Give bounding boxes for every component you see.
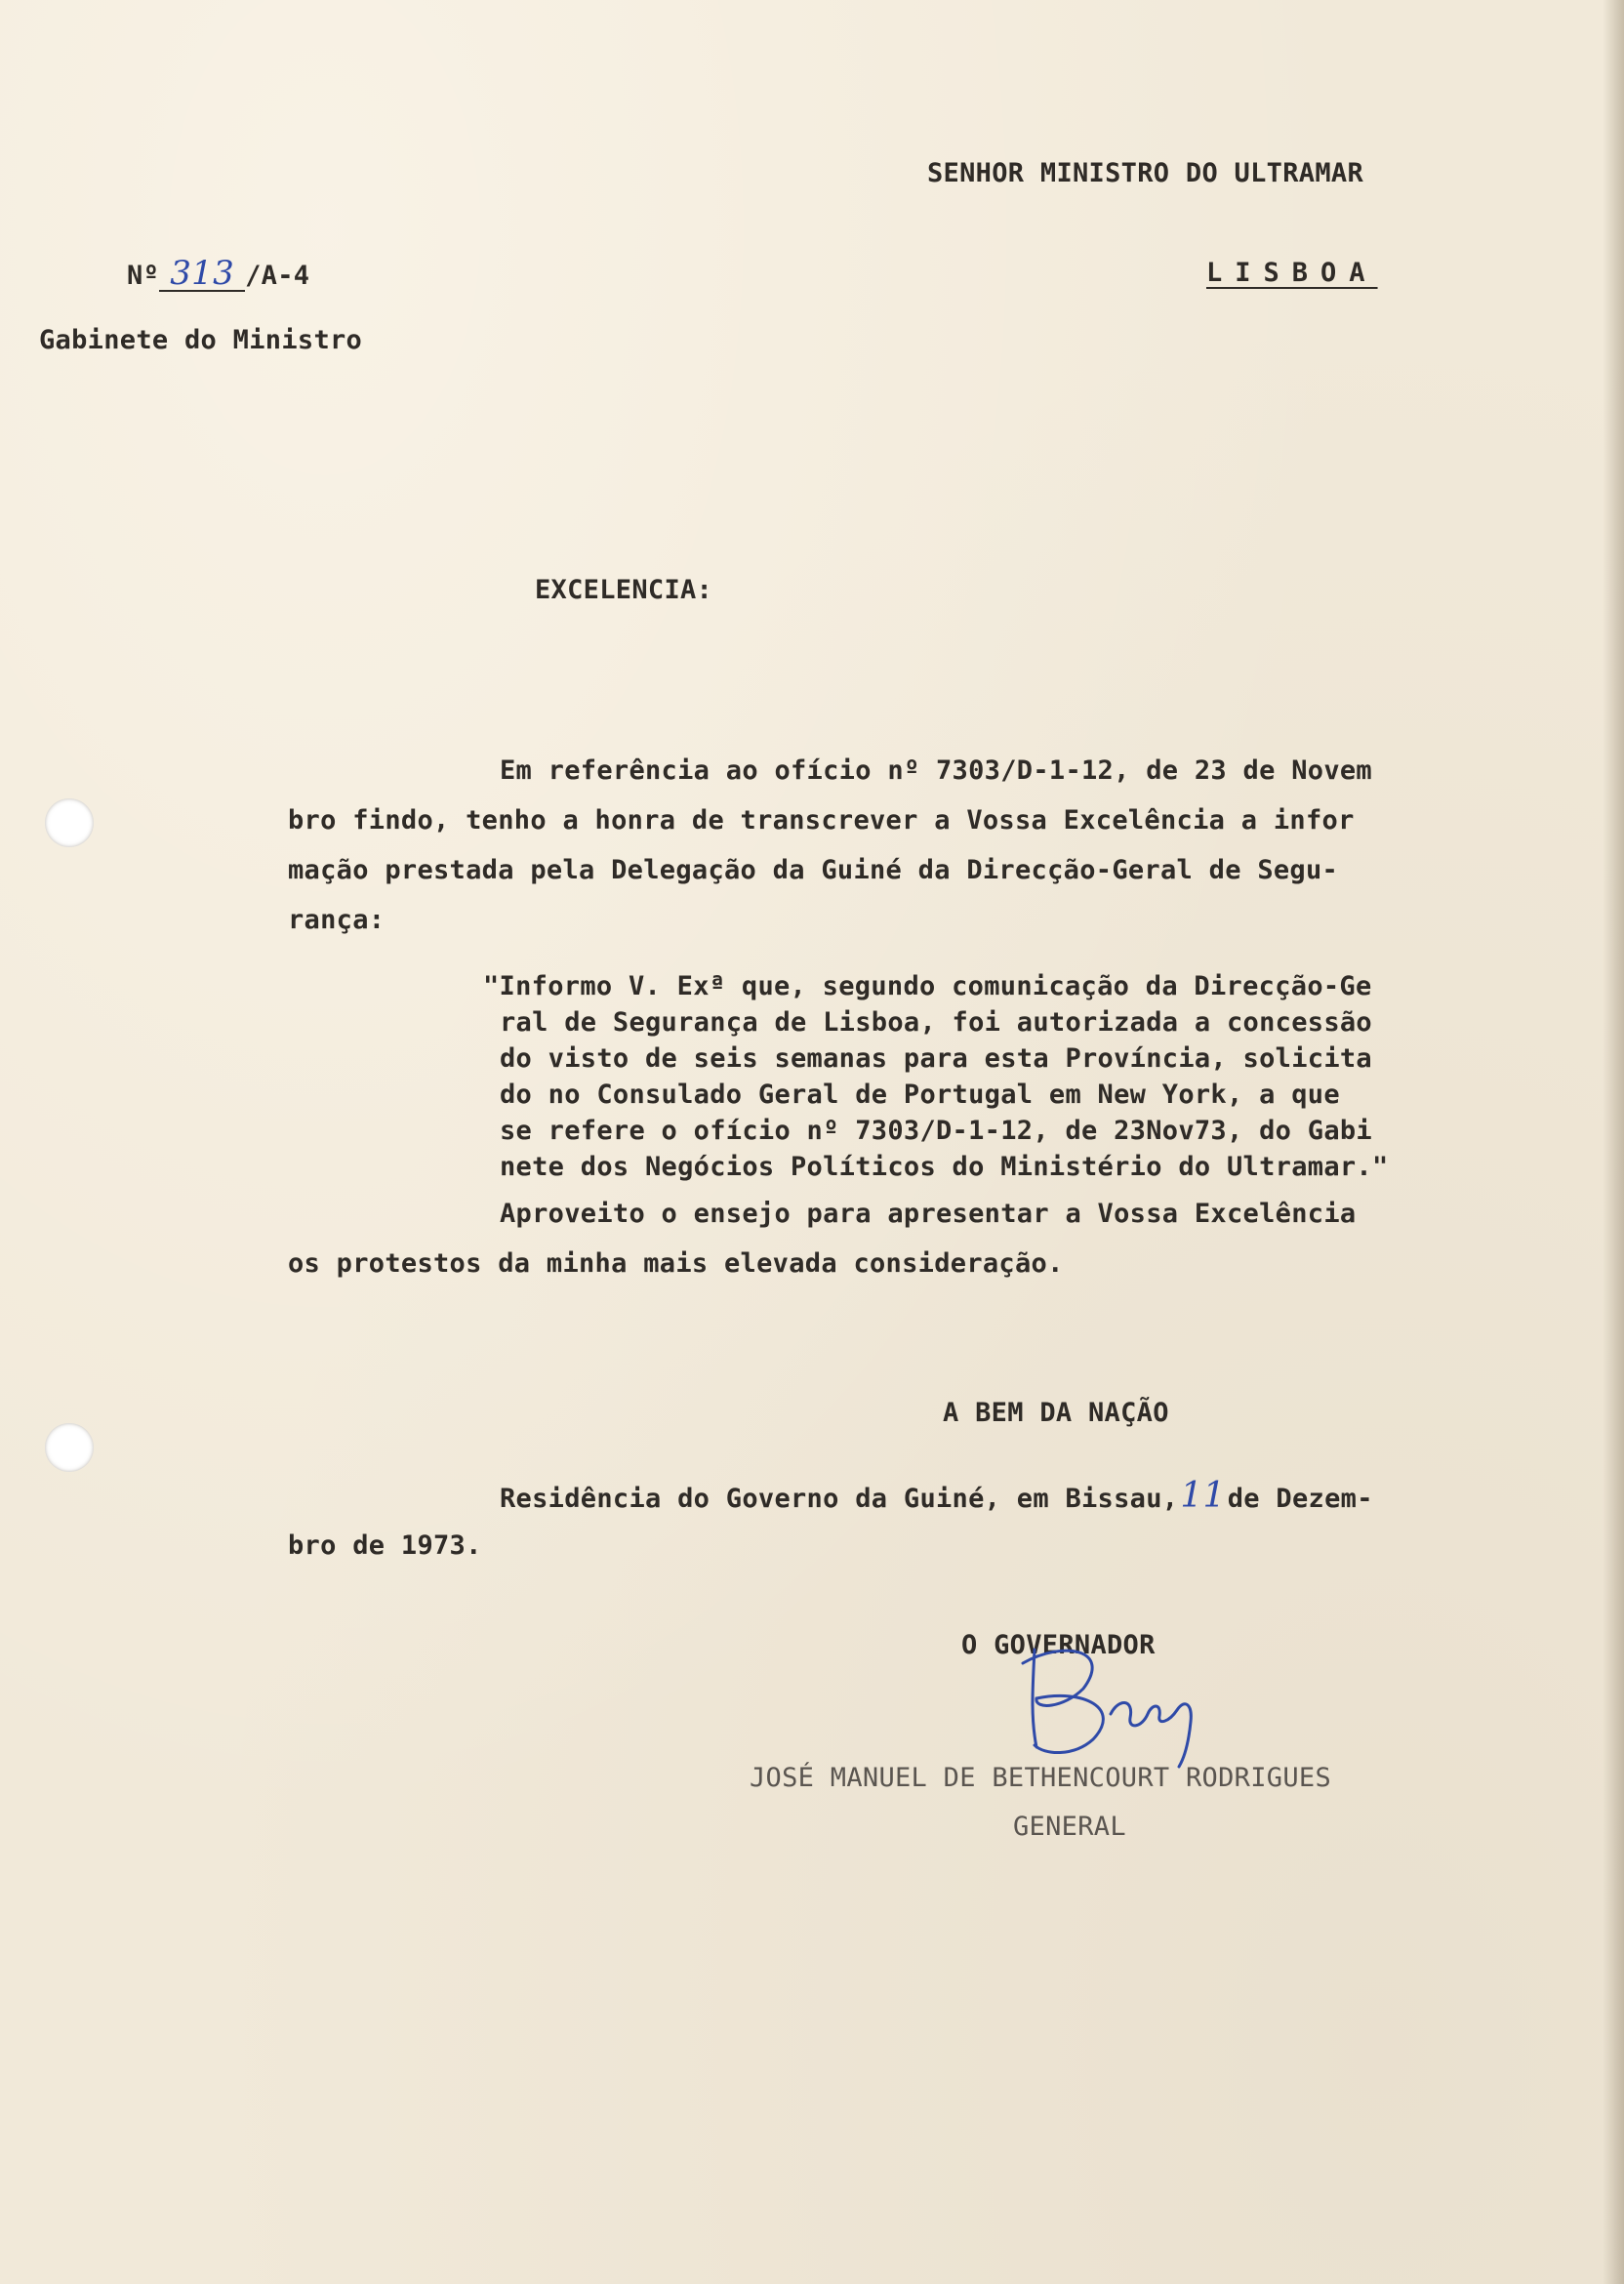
place-date-line bbox=[500, 1476, 1373, 1516]
signatory-rank: GENERAL bbox=[1013, 1812, 1126, 1842]
quote-line: se refere o ofício nº 7303/D-1-12, de 23Nov73, do Gabi bbox=[500, 1116, 1372, 1146]
punch-hole-top bbox=[45, 798, 94, 847]
ref-prefix: Nº bbox=[127, 261, 160, 291]
day-handwritten: 11 bbox=[1180, 1476, 1226, 1516]
body-line: mação prestada pela Delegação da Guiné da Direcção-Geral de Segu- bbox=[288, 855, 1339, 885]
punch-hole-bottom bbox=[45, 1423, 94, 1472]
date-line: bro de 1973. bbox=[288, 1530, 482, 1561]
handwritten-signature bbox=[995, 1620, 1230, 1776]
quote-line: do no Consulado Geral de Portugal em New York, a que bbox=[500, 1080, 1340, 1110]
closing-line: os protestos da minha mais elevada consideração. bbox=[288, 1248, 1064, 1279]
addressee: SENHOR MINISTRO DO ULTRAMAR bbox=[927, 158, 1363, 188]
office: Gabinete do Ministro bbox=[39, 325, 363, 355]
motto: A BEM DA NAÇÃO bbox=[943, 1398, 1169, 1428]
body-line: Em referência ao ofício nº 7303/D-1-12, de 23 de Novem bbox=[500, 755, 1372, 786]
place-text: Residência do Governo da Guiné, em Bissau, bbox=[500, 1484, 1179, 1514]
closing-line: Aproveito o ensejo para apresentar a Vossa Excelência bbox=[500, 1199, 1357, 1229]
salutation: EXCELENCIA: bbox=[535, 575, 713, 605]
paper-edge bbox=[1603, 0, 1624, 2284]
body-line: rança: bbox=[288, 905, 386, 935]
ref-suffix: /A-4 bbox=[245, 261, 310, 291]
reference-number bbox=[127, 254, 310, 293]
signatory-title: O GOVERNADOR bbox=[961, 1630, 1156, 1660]
body-line: bro findo, tenho a honra de transcrever a Vossa Excelência a infor bbox=[288, 805, 1355, 836]
quote-line: do visto de seis semanas para esta Província, solicita bbox=[500, 1043, 1372, 1074]
quote-line: nete dos Negócios Políticos do Ministério do Ultramar." bbox=[500, 1152, 1389, 1182]
quote-line: ral de Segurança de Lisboa, foi autorizada a concessão bbox=[500, 1007, 1372, 1038]
signatory-name: JOSÉ MANUEL DE BETHENCOURT RODRIGUES bbox=[750, 1763, 1331, 1793]
city: LISBOA bbox=[1206, 258, 1378, 288]
quote-line: "Informo V. Exª que, segundo comunicação da Direcção-Ge bbox=[483, 971, 1372, 1001]
ref-number-handwritten: 313 bbox=[159, 257, 245, 292]
place-text-end: de Dezem- bbox=[1227, 1484, 1373, 1514]
